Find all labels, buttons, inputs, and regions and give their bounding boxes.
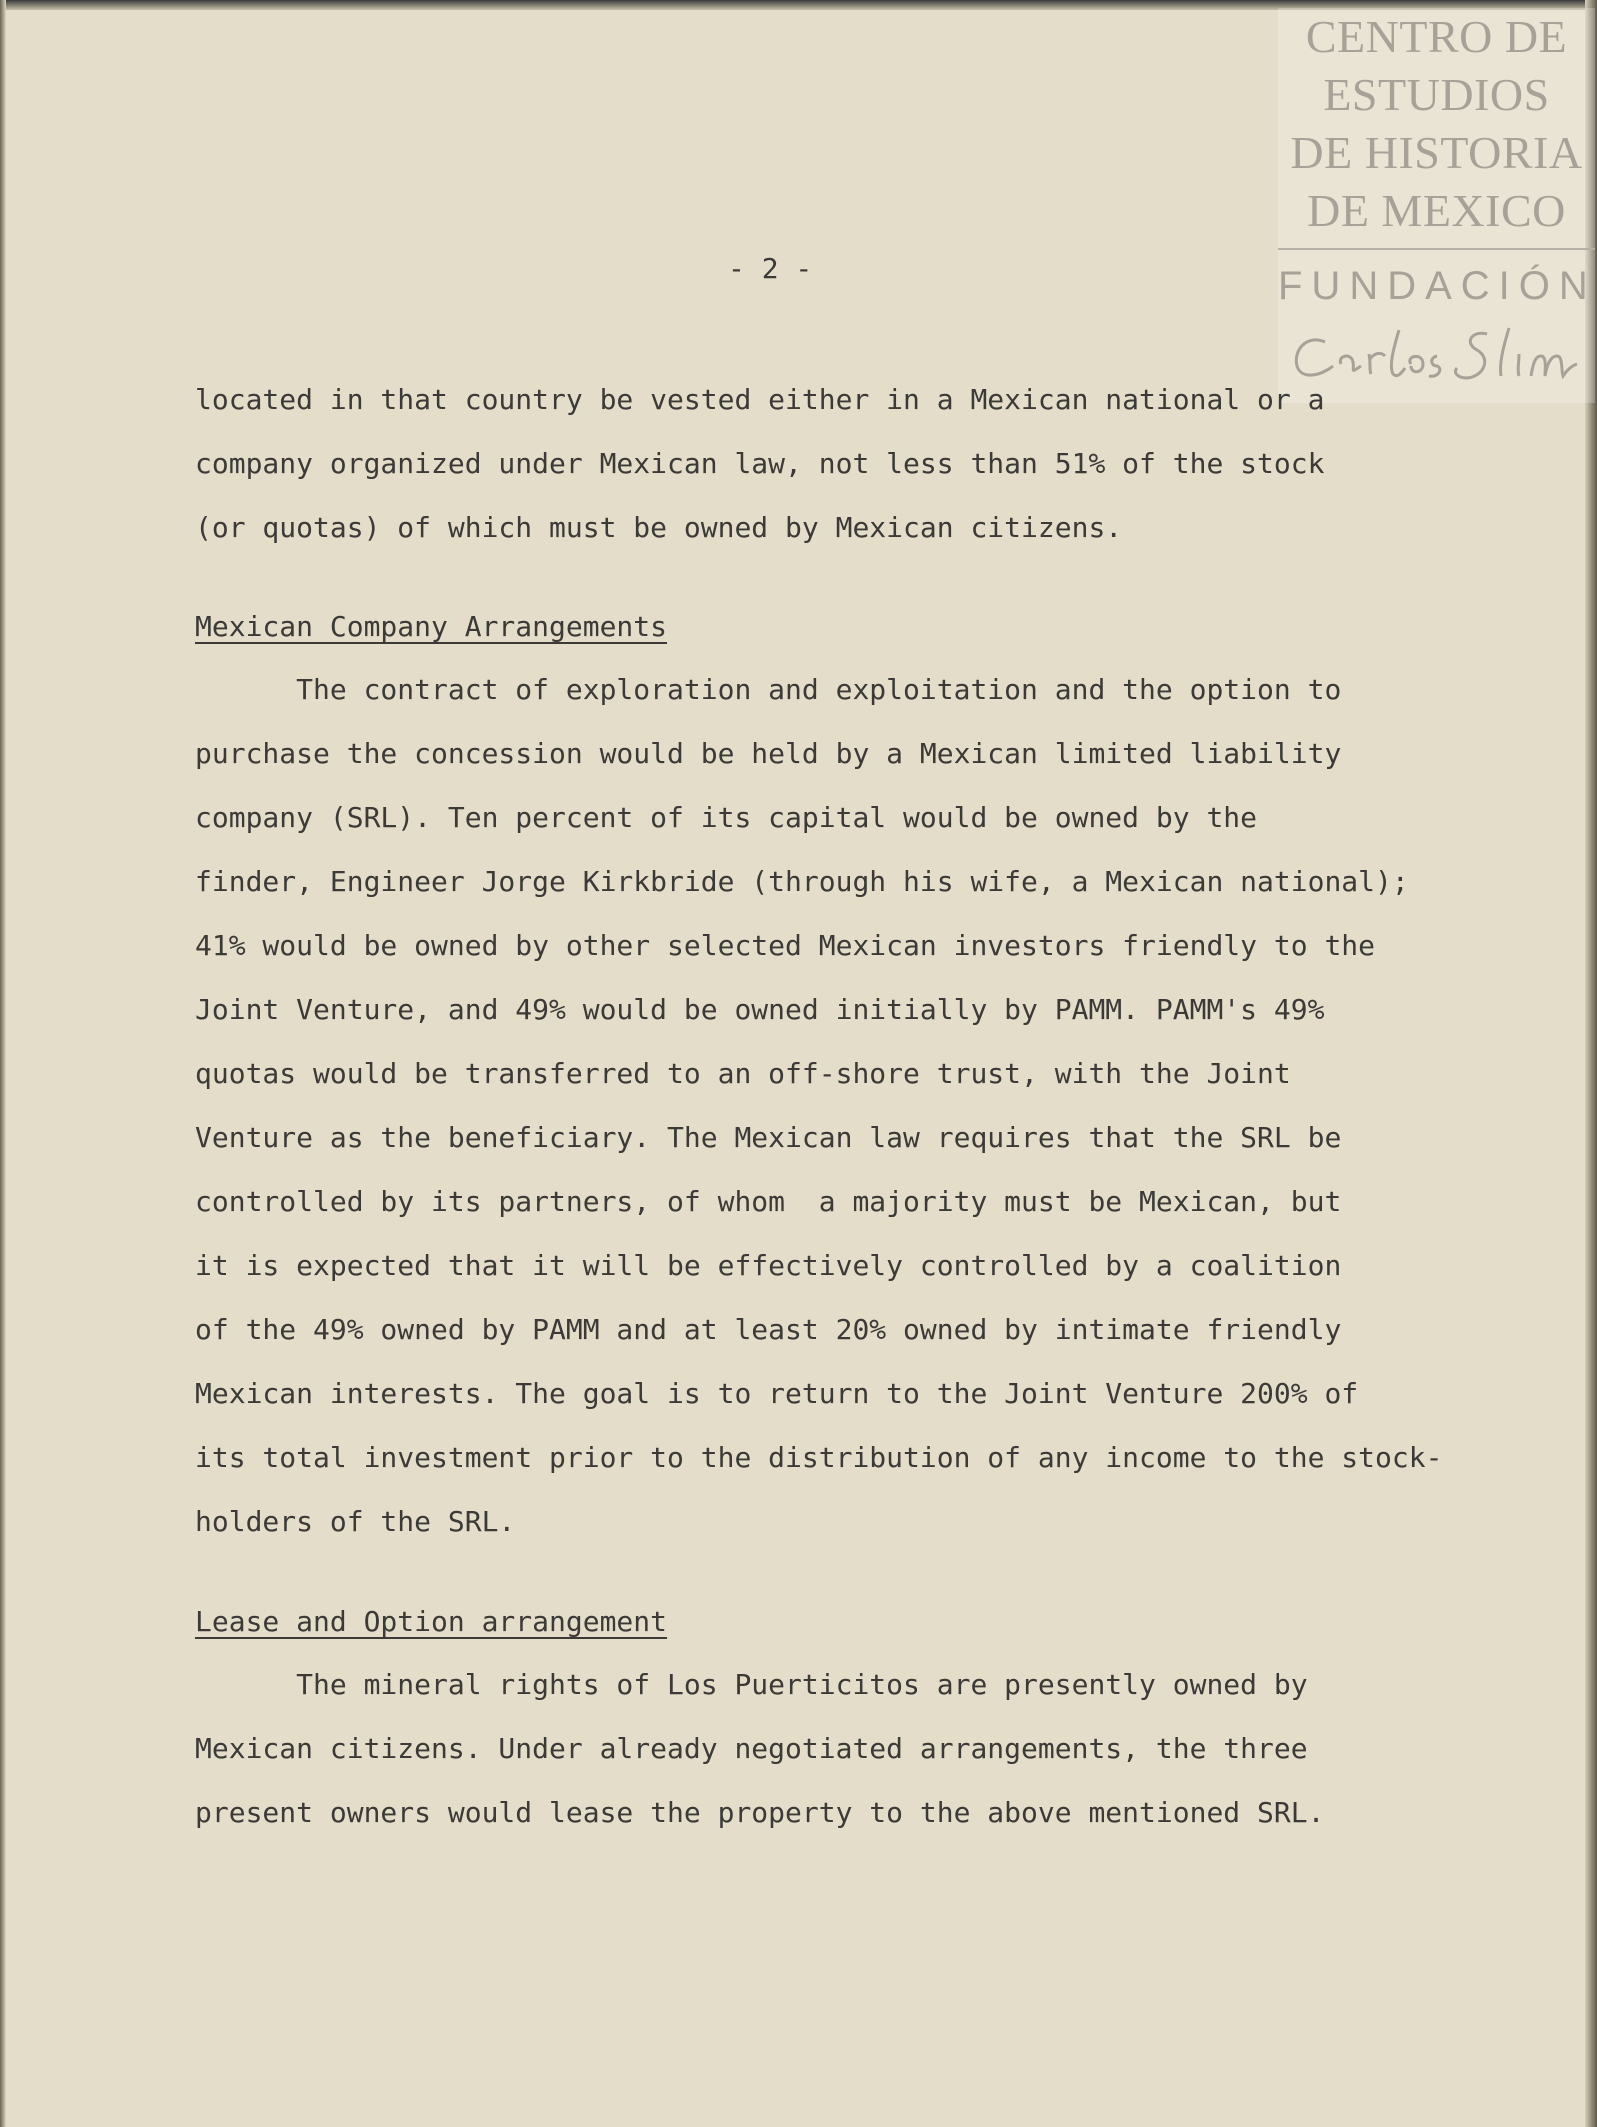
body-line: Mexican citizens. Under already negotiated arrangements, the three (195, 1732, 1308, 1765)
body-line: The mineral rights of Los Puerticitos are presently owned by (195, 1668, 1308, 1701)
section-heading-mexican-company: Mexican Company Arrangements (195, 610, 668, 643)
stamp-line: ESTUDIOS (1323, 69, 1550, 120)
body-line: Joint Venture, and 49% would be owned initially by PAMM. PAMM's 49% (195, 993, 1325, 1026)
body-line: controlled by its partners, of whom a majority must be Mexican, but (195, 1185, 1342, 1218)
body-line: its total investment prior to the distribution of any income to the stock- (195, 1441, 1443, 1474)
body-line: (or quotas) of which must be owned by Mexican citizens. (195, 511, 1123, 544)
body-line: company organized under Mexican law, not less than 51% of the stock (195, 447, 1325, 480)
body-line: 41% would be owned by other selected Mexican investors friendly to the (195, 929, 1376, 962)
body-line: present owners would lease the property to the above mentioned SRL. (195, 1796, 1325, 1829)
body-line: The contract of exploration and exploitation and the option to (195, 673, 1342, 706)
body-line: Mexican interests. The goal is to return to the Joint Venture 200% of (195, 1377, 1359, 1410)
body-line: holders of the SRL. (195, 1505, 516, 1538)
stamp-line: DE MEXICO (1307, 185, 1566, 236)
body-line: purchase the concession would be held by a Mexican limited liability (195, 737, 1342, 770)
body-line: located in that country be vested either in a Mexican national or a (195, 383, 1325, 416)
body-line: company (SRL). Ten percent of its capital would be owned by the (195, 801, 1258, 834)
body-line: quotas would be transferred to an off-shore trust, with the Joint (195, 1057, 1291, 1090)
page-number: - 2 - (728, 252, 813, 285)
body-line: it is expected that it will be effectively controlled by a coalition (195, 1249, 1342, 1282)
stamp-line: DE HISTORIA (1290, 127, 1583, 178)
body-line: Venture as the beneficiary. The Mexican law requires that the SRL be (195, 1121, 1342, 1154)
body-line: finder, Engineer Jorge Kirkbride (through his wife, a Mexican national); (195, 865, 1409, 898)
stamp-fundacion: FUNDACIÓN (1278, 264, 1597, 308)
body-line: of the 49% owned by PAMM and at least 20% owned by intimate friendly (195, 1313, 1342, 1346)
section-heading-lease-option: Lease and Option arrangement (195, 1605, 668, 1638)
stamp-line: CENTRO DE (1305, 11, 1568, 62)
